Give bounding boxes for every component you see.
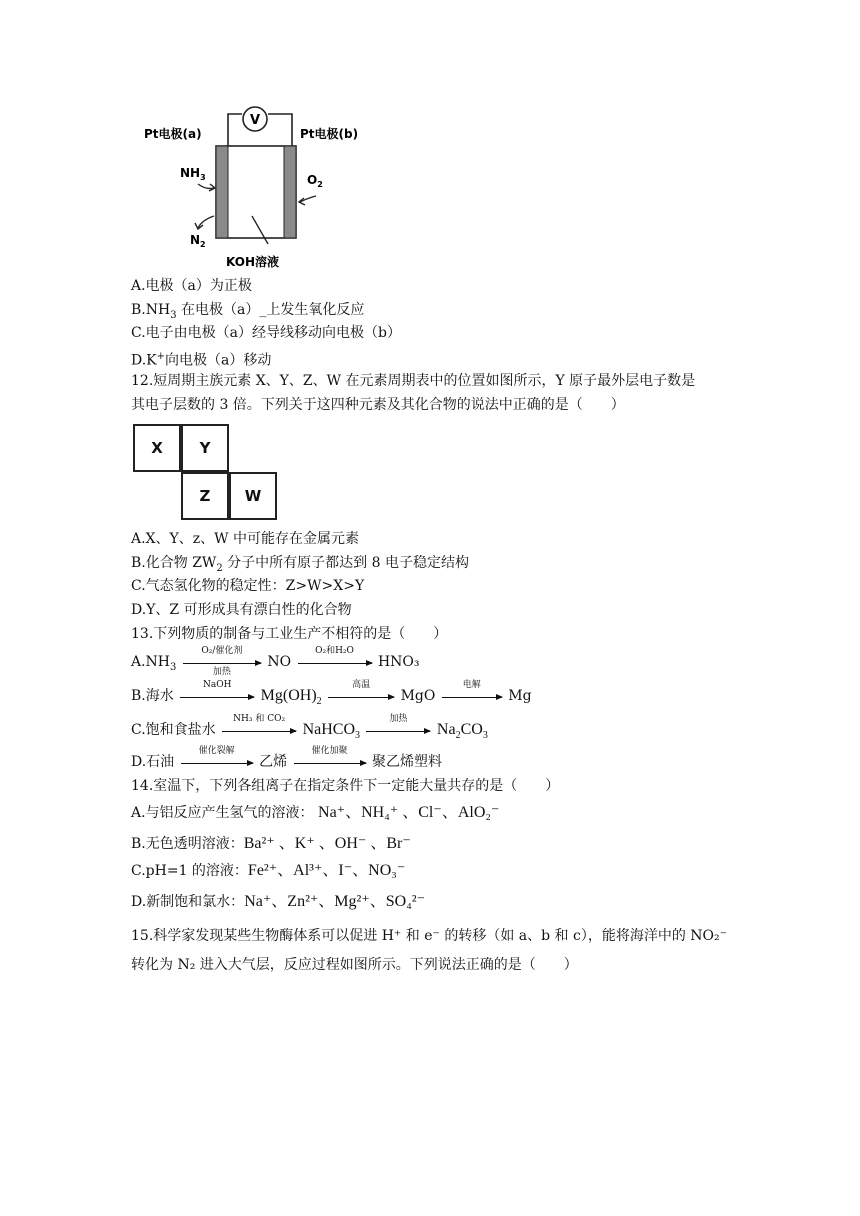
q14-option-d: D.新制饱和氯水：Na⁺、Zn²⁺、Mg²⁺、SO₄²⁻	[131, 893, 426, 910]
cell-w: W	[229, 472, 277, 520]
nh3-label: NH	[180, 166, 201, 180]
n2-label: N	[190, 233, 201, 247]
q11-option-d: D.K+向电极（a）移动	[131, 351, 272, 369]
q12-stem-line1: 12.短周期主族元素 X、Y、Z、W 在元素周期表中的位置如图所示，Y 原子最外层电子数是	[131, 373, 696, 389]
cell-x: X	[133, 424, 181, 472]
q13-option-a: $A.NH_3$ O₂/催化剂 加热 NO O₂和H₂O HNO₃	[131, 645, 420, 677]
svg-text:NH3: $NH_3$	[180, 166, 206, 182]
q13-option-b: B.海水 NaOH $Mg(OH)_2$ 高温 MgO 电解 Mg	[131, 679, 532, 708]
q15-stem-line1: 15.科学家发现某些生物酶体系可以促进 H⁺ 和 e⁻ 的转移（如 a、b 和 c），能将海洋中的 NO₂⁻	[131, 928, 728, 944]
q13-option-d: D.石油 催化裂解 乙烯 催化加聚 聚乙烯塑料	[131, 745, 442, 770]
q11-option-b: $B.NH_3$ 在电极（a）_上发生氧化反应	[131, 302, 365, 321]
q14-stem: 14.室温下，下列各组离子在指定条件下一定能大量共存的是（ ）	[131, 778, 560, 794]
q14-option-c: C.pH=1 的溶液：Fe²⁺、Al³⁺、I⁻、NO₃⁻	[131, 862, 406, 879]
q14-option-b: B.无色透明溶液：Ba²⁺ 、K⁺ 、OH⁻ 、Br⁻	[131, 835, 411, 852]
o2-label: O	[307, 173, 318, 187]
q12-stem-line2: 其电子层数的 3 倍。下列关于这四种元素及其化合物的说法中正确的是（ ）	[131, 397, 625, 413]
electrode-b	[284, 146, 296, 238]
q11-option-a: A.电极（a）为正极	[131, 278, 252, 294]
electrode-a	[216, 146, 228, 238]
electrode-b-label: Pt电极(b)	[300, 127, 359, 141]
voltmeter-label: V	[249, 113, 261, 128]
cell-z: Z	[181, 472, 229, 520]
electrolyte-label: KOH溶液	[226, 255, 280, 269]
svg-text:O2: $O_2$	[307, 173, 323, 189]
svg-text:N2: $N_2$	[190, 233, 206, 249]
q12-option-d: D.Y、Z 可形成具有漂白性的化合物	[131, 602, 352, 618]
q12-option-b: B.化合物 $ZW_2$ 分子中所有原子都达到 8 电子稳定结构	[131, 555, 469, 574]
q12-option-a: A.X、Y、z、W 中可能存在金属元素	[131, 531, 359, 547]
q14-option-a: A.与铝反应产生氢气的溶液： Na⁺、NH₄⁺ 、Cl⁻、AlO₂⁻	[131, 804, 500, 821]
q13-stem: 13.下列物质的制备与工业生产不相符的是（ ）	[131, 626, 448, 642]
q12-option-c: C.气态氢化物的稳定性：Z>W>X>Y	[131, 578, 365, 594]
fuel-cell-diagram	[140, 104, 370, 274]
electrode-a-label: Pt电极(a)	[144, 127, 202, 141]
cell-y: Y	[181, 424, 229, 472]
q13-option-c: C.饱和食盐水 NH₃ 和 CO₂ NaHCO$_3$ 加热 $Na_2CO_3$	[131, 713, 488, 742]
q15-stem-line2: 转化为 N₂ 进入大气层，反应过程如图所示。下列说法正确的是（ ）	[131, 957, 578, 973]
periodic-table-fragment	[133, 424, 283, 524]
q11-option-c: C.电子由电极（a）经导线移动向电极（b）	[131, 325, 401, 341]
